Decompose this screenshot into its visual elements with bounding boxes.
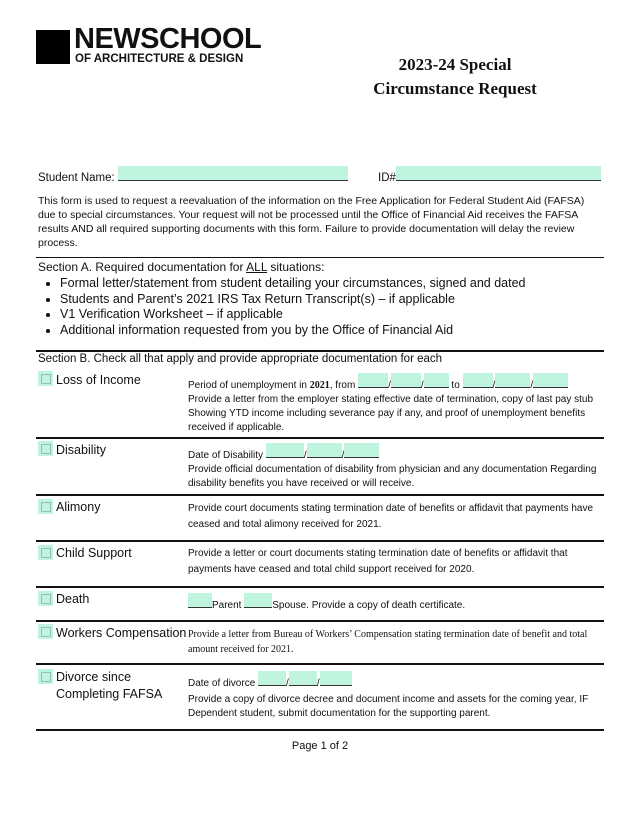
disability-year-input[interactable] <box>344 443 379 458</box>
period-to: to <box>451 380 460 391</box>
list-item: • V1 Verification Worksheet – if applicable <box>60 307 526 323</box>
section-a-list <box>20 276 526 338</box>
child-support-desc: Provide a letter or court documents stating termination date of benefits or affidavit that payments have ceased and total child support received for 2020. <box>188 548 568 575</box>
disability-month-input[interactable] <box>266 443 304 458</box>
disability-date-label: Date of Disability <box>188 450 264 461</box>
workers-comp-desc: Provide a letter from Bureau of Workers’ Compensation stating termination date of benefit and total amount received for 2021. <box>188 629 588 655</box>
id-label: ID# <box>378 172 396 184</box>
section-a-heading-emphasis: ALL <box>246 260 268 274</box>
from-year-input[interactable] <box>424 373 449 388</box>
logo-sub: OF ARCHITECTURE & DESIGN <box>75 53 244 65</box>
list-item: • Formal letter/statement from student detailing your circumstances, signed and dated <box>60 276 526 292</box>
from-month-input[interactable] <box>358 373 388 388</box>
student-name-label: Student Name: <box>38 172 115 184</box>
disability-label: Disability <box>56 443 107 457</box>
divider <box>36 729 604 731</box>
divider <box>36 586 604 588</box>
loss-of-income-desc: Provide a letter from the employer stating effective date of termination, copy of last pay stub Showing YTD income including severance pay if any, and proof of unemployment benefits received if applicable. <box>188 394 594 433</box>
page-number: Page 1 of 2 <box>291 740 349 752</box>
id-input[interactable] <box>396 166 601 181</box>
from-day-input[interactable] <box>391 373 421 388</box>
divorce-day-input[interactable] <box>289 671 317 686</box>
section-a-heading-end: situations: <box>267 260 325 274</box>
to-year-input[interactable] <box>533 373 568 388</box>
title-line1: 2023-24 Special <box>398 55 512 74</box>
divider <box>36 257 604 258</box>
loss-of-income-details: Period of unemployment in 2021, from / / to / / Provide a letter from the employer stating effective date of termination, copy of last pay stub Showing YTD income including severance pay if any, and proof of unemployment benefits received if applicable. <box>188 373 608 435</box>
divorce-date-label: Date of divorce <box>188 678 256 689</box>
death-parent-input[interactable] <box>188 593 212 608</box>
section-a-heading <box>38 260 324 274</box>
logo-main: NEWSCHOOL <box>74 23 262 55</box>
divorce-month-input[interactable] <box>258 671 286 686</box>
loss-of-income-checkbox[interactable] <box>38 371 53 386</box>
divorce-label-1: Divorce since <box>56 670 132 684</box>
workers-comp-label: Workers Compensation <box>56 626 187 640</box>
student-name-input[interactable] <box>118 166 348 181</box>
divorce-year-input[interactable] <box>320 671 352 686</box>
period-year: 2021 <box>309 380 330 391</box>
disability-desc: Provide official documentation of disability from physician and any documentation Regarding disability benefits you have received or will receive. <box>188 464 597 489</box>
logo-square <box>36 30 70 64</box>
alimony-checkbox[interactable] <box>38 499 53 514</box>
divider <box>36 437 604 439</box>
death-label: Death <box>56 592 90 606</box>
death-spouse-label: Spouse. Provide a copy of death certificate. <box>272 600 466 611</box>
student-name-row <box>38 166 348 184</box>
divorce-checkbox[interactable] <box>38 669 53 684</box>
id-row <box>378 166 601 184</box>
to-day-input[interactable] <box>495 373 530 388</box>
intro-text: This form is used to request a reevaluation of the information on the Free Application for Federal Student Aid (FAFSA) due to special circumstances. Your request will not be processed until the Office of Financial Aid receives the FAFSA results AND all required supporting documents with this form. Failure to provide documentation will delay the review process. <box>38 195 585 249</box>
death-checkbox[interactable] <box>38 591 53 606</box>
divider <box>36 494 604 496</box>
loss-of-income-label: Loss of Income <box>56 373 141 387</box>
period-from: , from <box>329 380 356 391</box>
divider <box>36 663 604 665</box>
title-line2: Circumstance Request <box>373 79 537 98</box>
disability-day-input[interactable] <box>307 443 342 458</box>
child-support-checkbox[interactable] <box>38 545 53 560</box>
alimony-label: Alimony <box>56 500 101 514</box>
death-details <box>188 593 608 613</box>
disability-checkbox[interactable] <box>38 441 53 456</box>
list-item: • Additional information requested from you by the Office of Financial Aid <box>60 323 526 339</box>
child-support-label: Child Support <box>56 546 132 560</box>
divider <box>36 620 604 622</box>
alimony-desc: Provide court documents stating termination date of benefits or affidavit that payments have ceased and total alimony received for 2021. <box>188 503 594 530</box>
divorce-details: Date of divorce / / Provide a copy of divorce decree and document income and assets for the coming year, IF Dependent student, submit documentation for the supporting parent. <box>188 671 608 721</box>
period-label: Period of unemployment in <box>188 380 310 391</box>
death-parent-label: Parent <box>212 600 242 611</box>
death-spouse-input[interactable] <box>244 593 272 608</box>
list-item: • Students and Parent’s 2021 IRS Tax Return Transcript(s) – if applicable <box>60 292 526 308</box>
to-month-input[interactable] <box>463 373 493 388</box>
divorce-label-2: Completing FAFSA <box>56 687 163 701</box>
workers-comp-checkbox[interactable] <box>38 624 53 639</box>
section-a-heading-text: Section A. Required documentation for <box>38 260 247 274</box>
disability-details: Date of Disability / / Provide official documentation of disability from physician and any documentation Regarding disability benefits you have received or will receive. <box>188 443 608 491</box>
divorce-desc: Provide a copy of divorce decree and document income and assets for the coming year, IF Dependent student, submit documentation for the supporting parent. <box>188 694 589 719</box>
divider <box>36 350 604 352</box>
section-b-heading: Section B. Check all that apply and provide appropriate documentation for each <box>38 353 443 365</box>
divider <box>36 540 604 542</box>
